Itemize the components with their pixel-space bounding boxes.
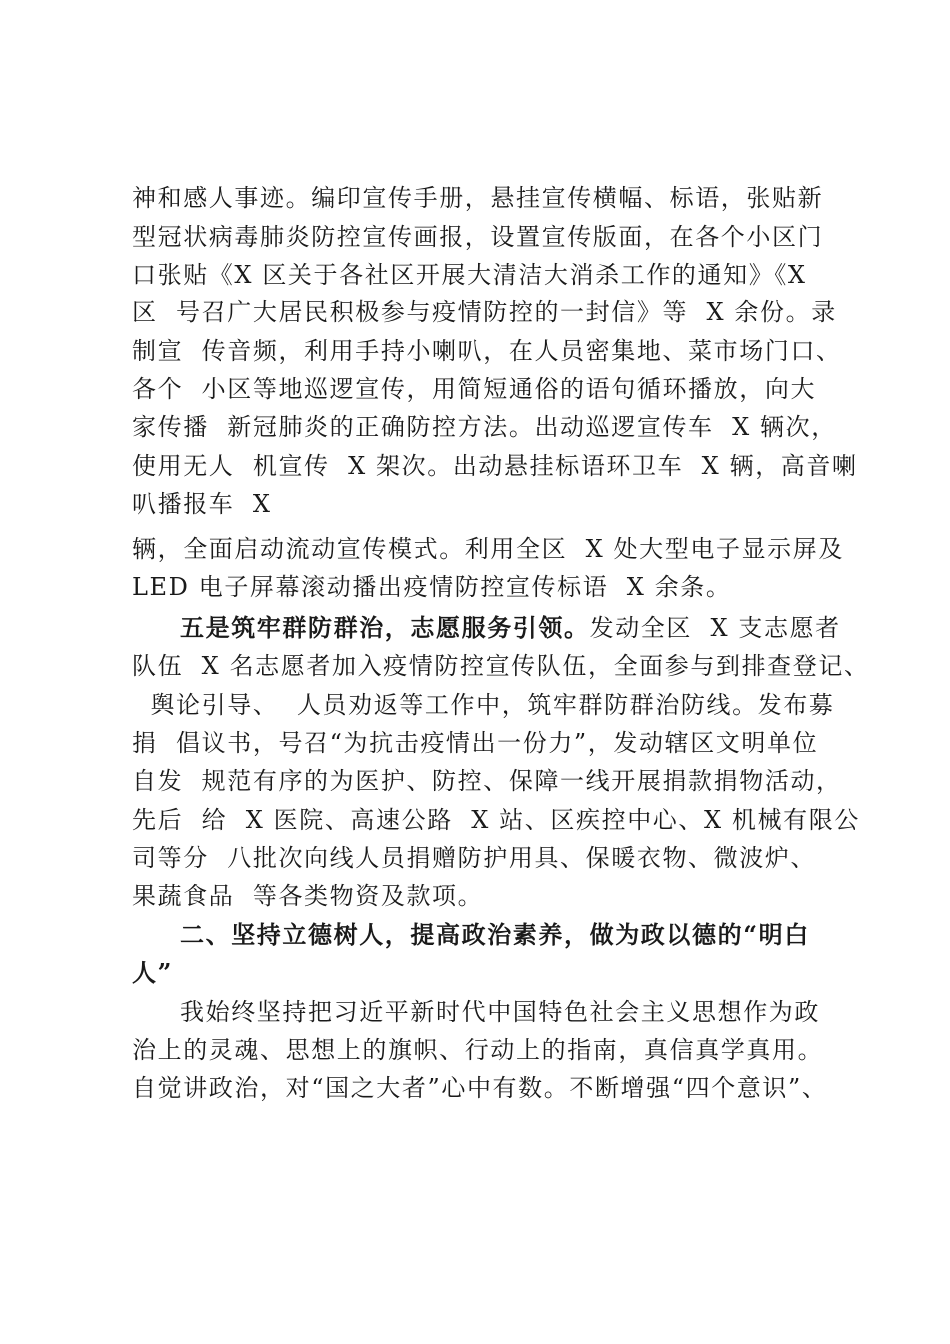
text-line: 使用无人 机宣传 X 架次。出动悬挂标语环卫车 X 辆，高音喇	[132, 452, 858, 480]
section-heading: 二、坚持立德树人，提高政治素养，做为政以德的“明白	[180, 920, 810, 949]
text-segment: 发动全区 X 支志愿者	[589, 614, 841, 642]
text-line: 区 号召广大居民积极参与疫情防控的一封信》等 X 余份。录	[132, 298, 837, 326]
text-line: 队伍 X 名志愿者加入疫情防控宣传队伍，全面参与到排查登记、	[132, 652, 870, 680]
text-line: 辆，全面启动流动宣传模式。利用全区 X 处大型电子显示屏及	[132, 535, 844, 563]
text-line: 舆论引导、 人员劝返等工作中，筑牢群防群治防线。发布募	[132, 691, 835, 719]
text-line: 司等分 八批次向线人员捐赠防护用具、保暖衣物、微波炉、	[132, 844, 817, 872]
text-line: 捐 倡议书，号召“为抗击疫情出一份力”，发动辖区文明单位	[132, 729, 819, 757]
text-line: 先后 给 X 医院、高速公路 X 站、区疾控中心、X 机械有限公	[132, 806, 860, 834]
text-line: 果蔬食品 等各类物资及款项。	[132, 882, 484, 910]
text-line: LED 电子屏幕滚动播出疫情防控宣传标语 X 余条。	[132, 573, 732, 601]
text-line: 型冠状病毒肺炎防控宣传画报，设置宣传版面，在各个小区门	[132, 223, 824, 251]
text-line: 神和感人事迹。编印宣传手册，悬挂宣传横幅、标语，张贴新	[132, 184, 824, 212]
text-line: 叭播报车 X	[132, 490, 272, 518]
text-line: 制宣 传音频，利用手持小喇叭，在人员密集地、菜市场门口、	[132, 337, 842, 365]
paragraph-five-line	[180, 613, 841, 643]
text-line: 各个 小区等地巡逻宣传，用简短通俗的语句循环播放，向大	[132, 375, 817, 403]
text-line: 口张贴《X 区关于各社区开展大清洁大消杀工作的通知》《X	[132, 261, 807, 289]
text-line: 家传播 新冠肺炎的正确防控方法。出动巡逻宣传车 X 辆次，	[132, 413, 837, 441]
text-line: 治上的灵魂、思想上的旗帜、行动上的指南，真信真学真用。	[132, 1036, 824, 1064]
section-heading-continued: 人”	[132, 958, 174, 987]
paragraph-lead-heading: 五是筑牢群防群治，志愿服务引领。	[180, 613, 590, 642]
text-line: 自觉讲政治，对“国之大者”心中有数。不断增强“四个意识”、	[132, 1074, 828, 1102]
text-line: 自发 规范有序的为医护、防控、保障一线开展捐款捐物活动，	[132, 767, 842, 795]
text-line: 我始终坚持把习近平新时代中国特色社会主义思想作为政	[180, 998, 820, 1026]
